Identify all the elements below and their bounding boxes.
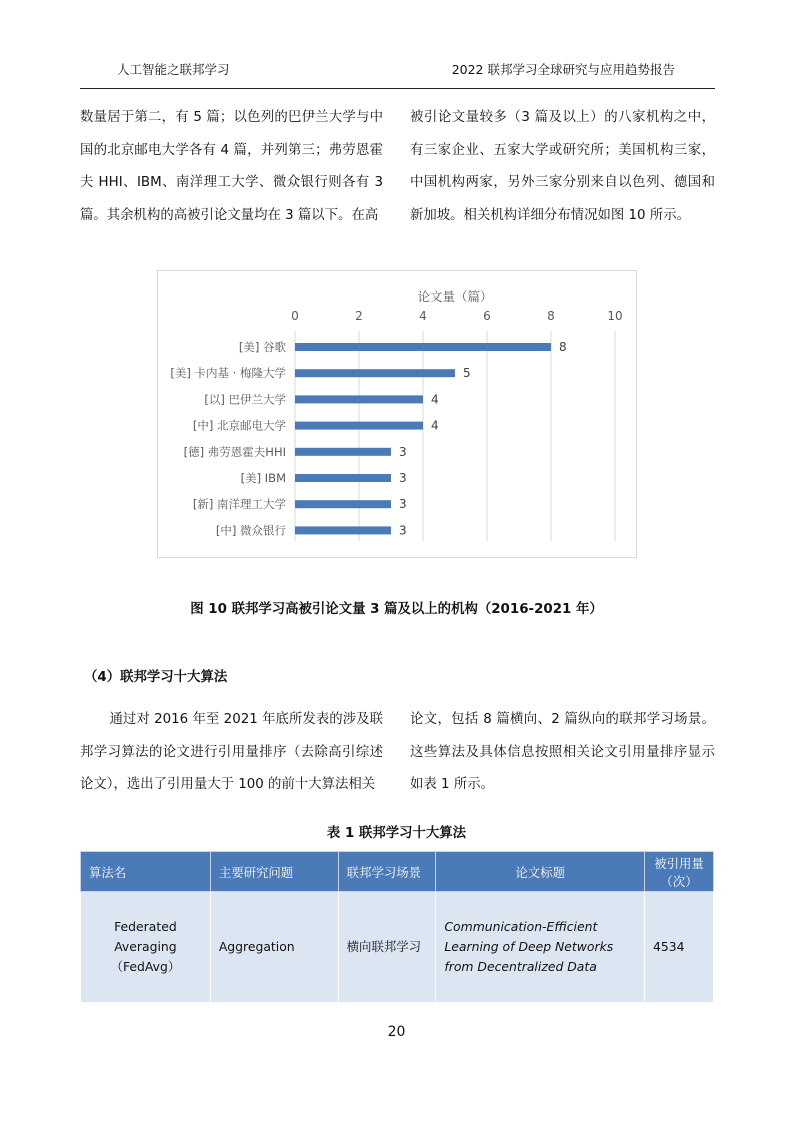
x-tick-label: 8 (547, 309, 555, 323)
data-label: 4 (431, 418, 439, 433)
header-left-title: 人工智能之联邦学习 (117, 62, 230, 77)
header-right-title: 2022 联邦学习全球研究与应用趋势报告 (451, 62, 675, 77)
paragraph-2-left (80, 704, 383, 802)
bar (295, 474, 391, 482)
table-row (81, 892, 714, 1003)
header-divider (80, 88, 715, 89)
category-label: [美] 卡内基 · 梅隆大学 (170, 366, 286, 381)
bar (295, 500, 391, 508)
cell-algorithm-name: Federated Averaging（FedAvg） (81, 892, 211, 1003)
cell-main-problem: Aggregation (210, 892, 338, 1003)
header-scenario: 联邦学习场景 (338, 852, 436, 892)
chart-title: 论文量（篇） (417, 289, 493, 304)
section-heading: （4）联邦学习十大算法 (84, 670, 228, 685)
category-label: [以] 巴伊兰大学 (204, 392, 286, 407)
x-tick-label: 6 (483, 309, 491, 323)
paragraph-1-right (410, 102, 715, 232)
bar (295, 448, 391, 456)
header-paper-title: 论文标题 (436, 852, 645, 892)
data-label: 3 (399, 444, 407, 459)
category-label: [中] 微众银行 (215, 523, 286, 538)
x-tick-label: 10 (607, 309, 623, 323)
bar (295, 395, 423, 403)
category-label: [德] 弗劳恩霍夫HHI (183, 444, 286, 459)
table-header-row (81, 852, 714, 892)
paragraph-2-right (410, 704, 715, 802)
header-main-problem: 主要研究问题 (210, 852, 338, 892)
data-label: 4 (431, 392, 439, 407)
category-label: [新] 南洋理工大学 (192, 497, 286, 512)
data-label: 8 (559, 340, 567, 354)
x-tick-label: 4 (419, 309, 427, 323)
page-number: 20 (387, 1024, 406, 1040)
figure-caption: 图 10 联邦学习高被引论文量 3 篇及以上的机构（2016-2021 年） (190, 602, 603, 617)
cell-scenario: 横向联邦学习 (338, 892, 436, 1003)
data-label: 3 (399, 471, 407, 485)
paragraph-1-left-text: 数量居于第二，有 5 篇；以色列的巴伊兰大学与中国的北京邮电大学各有 4 篇，并列第三；弗劳恩霍夫 HHI、IBM、南洋理工大学、微众银行则各有 3 篇。其余机构的高被引论文量均在 3 篇以下。在高 (80, 110, 383, 223)
paragraph-1-right-text: 被引论文量较多（3 篇及以上）的八家机构之中，有三家企业、五家大学或研究所；美国机构三家，中国机构两家，另外三家分别来自以色列、德国和新加坡。相关机构详细分布情况如图 10 所示。 (410, 110, 715, 223)
bar-chart-svg (158, 271, 636, 557)
bar (295, 526, 391, 534)
cell-citations: 4534 (645, 892, 714, 1003)
x-tick-label: 2 (355, 309, 363, 323)
header-citations: 被引用量（次） (645, 852, 714, 892)
paragraph-1-left (80, 102, 383, 232)
bar (295, 343, 551, 351)
data-label: 5 (463, 366, 471, 381)
header-algorithm-name: 算法名 (81, 852, 211, 892)
bar (295, 369, 455, 377)
paragraph-2-left-text: 通过对 2016 年至 2021 年底所发表的涉及联邦学习算法的论文进行引用量排序（去除高引综述论文），选出了引用量大于 100 的前十大算法相关 (80, 712, 383, 792)
table-title: 表 1 联邦学习十大算法 (326, 826, 467, 841)
data-label: 3 (399, 523, 407, 538)
paragraph-2-right-text: 论文，包括 8 篇横向、2 篇纵向的联邦学习场景。这些算法及具体信息按照相关论文引用量排序显示如表 1 所示。 (410, 712, 715, 792)
category-label: [中] 北京邮电大学 (192, 418, 286, 433)
data-label: 3 (399, 497, 407, 512)
x-tick-label: 0 (291, 309, 299, 323)
algorithms-table (80, 851, 714, 1003)
figure-10-chart (157, 270, 637, 558)
category-label: [美] 谷歌 (238, 340, 286, 354)
category-label: [美] IBM (240, 471, 286, 485)
bar (295, 422, 423, 430)
cell-paper-title: Communication-Efficient Learning of Deep Networks from Decentralized Data (436, 892, 645, 1003)
